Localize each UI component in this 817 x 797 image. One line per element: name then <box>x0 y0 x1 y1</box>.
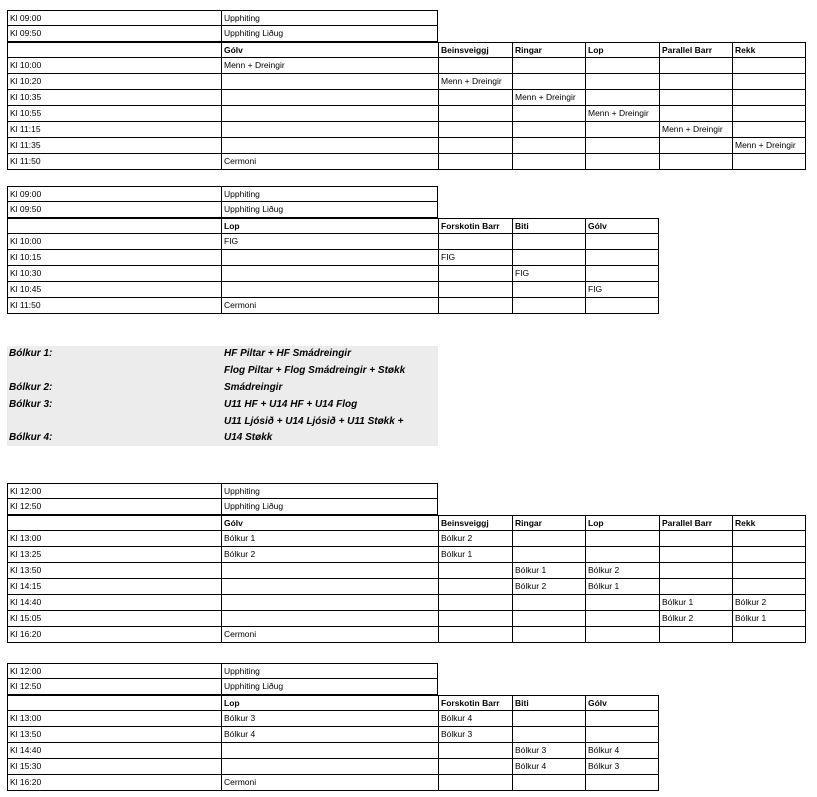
time-cell: Kl 10:55 <box>7 106 221 122</box>
rotation-cell <box>585 298 659 314</box>
rotation-cell <box>732 154 806 170</box>
rotation-cell: Bólkur 4 <box>438 711 512 727</box>
apparatus-header: Parallel Barr <box>659 515 732 531</box>
time-cell: Kl 13:50 <box>7 563 221 579</box>
header-blank-cell <box>7 42 221 58</box>
rotation-cell: Bólkur 2 <box>438 531 512 547</box>
rotation-cell: Bólkur 3 <box>512 743 585 759</box>
apparatus-header: Gólv <box>585 218 659 234</box>
rotation-cell <box>221 563 438 579</box>
rotation-cell <box>512 595 585 611</box>
group-label-1: Bólkur 1: <box>9 348 53 359</box>
header-blank-cell <box>7 695 221 711</box>
time-cell: Kl 10:45 <box>7 282 221 298</box>
rotation-cell <box>585 531 659 547</box>
apparatus-header: Ringar <box>512 42 585 58</box>
rotation-cell <box>585 266 659 282</box>
rotation-cell <box>438 266 512 282</box>
rotation-cell: FIG <box>512 266 585 282</box>
rotation-cell: Menn + Dreingir <box>221 58 438 74</box>
rotation-cell <box>659 74 732 90</box>
rotation-cell <box>512 122 585 138</box>
rotation-cell: Bólkur 4 <box>512 759 585 775</box>
apparatus-header: Lop <box>585 515 659 531</box>
rotation-cell <box>512 298 585 314</box>
time-cell: Kl 13:25 <box>7 547 221 563</box>
apparatus-header: Rekk <box>732 515 806 531</box>
time-cell: Kl 13:00 <box>7 711 221 727</box>
rotation-cell <box>438 627 512 643</box>
activity-cell: Upphiting Liðug <box>221 202 438 218</box>
rotation-cell: Bólkur 1 <box>221 531 438 547</box>
time-cell: Kl 15:30 <box>7 759 221 775</box>
time-cell: Kl 10:00 <box>7 58 221 74</box>
rotation-cell <box>585 138 659 154</box>
time-cell: Kl 09:50 <box>7 202 221 218</box>
rotation-cell <box>512 775 585 791</box>
rotation-cell <box>659 90 732 106</box>
rotation-cell <box>221 106 438 122</box>
rotation-cell: Cermoni <box>221 627 438 643</box>
rotation-cell: Menn + Dreingir <box>732 138 806 154</box>
rotation-cell <box>585 250 659 266</box>
rotation-cell <box>585 547 659 563</box>
rotation-cell <box>512 58 585 74</box>
rotation-cell <box>659 627 732 643</box>
rotation-cell <box>512 711 585 727</box>
rotation-cell <box>438 90 512 106</box>
rotation-cell <box>512 547 585 563</box>
time-cell: Kl 14:40 <box>7 743 221 759</box>
rotation-cell <box>438 58 512 74</box>
group-label-3: Bólkur 3: <box>9 399 53 410</box>
rotation-cell <box>659 531 732 547</box>
activity-cell: Upphiting Liðug <box>221 26 438 42</box>
apparatus-header: Ringar <box>512 515 585 531</box>
rotation-cell <box>221 595 438 611</box>
rotation-cell <box>221 743 438 759</box>
rotation-cell <box>659 563 732 579</box>
rotation-cell <box>438 743 512 759</box>
rotation-cell <box>732 90 806 106</box>
rotation-cell <box>438 579 512 595</box>
rotation-cell: Bólkur 2 <box>585 563 659 579</box>
rotation-cell <box>732 627 806 643</box>
rotation-cell <box>585 627 659 643</box>
apparatus-header: Parallel Barr <box>659 42 732 58</box>
rotation-cell <box>512 282 585 298</box>
group-label-4: Bólkur 4: <box>9 432 53 443</box>
rotation-cell <box>438 298 512 314</box>
rotation-cell <box>732 531 806 547</box>
rotation-cell: Bólkur 2 <box>512 579 585 595</box>
rotation-cell <box>438 759 512 775</box>
rotation-cell <box>512 627 585 643</box>
rotation-cell <box>512 154 585 170</box>
rotation-cell: FIG <box>221 234 438 250</box>
time-cell: Kl 10:30 <box>7 266 221 282</box>
rotation-cell <box>438 563 512 579</box>
rotation-cell <box>585 90 659 106</box>
time-cell: Kl 14:15 <box>7 579 221 595</box>
time-cell: Kl 11:15 <box>7 122 221 138</box>
rotation-cell <box>221 759 438 775</box>
rotation-cell <box>512 234 585 250</box>
rotation-cell: Cermoni <box>221 298 438 314</box>
rotation-cell <box>221 266 438 282</box>
rotation-cell: Bólkur 2 <box>732 595 806 611</box>
time-cell: Kl 12:00 <box>7 483 221 499</box>
rotation-cell <box>659 58 732 74</box>
rotation-cell <box>732 122 806 138</box>
apparatus-header: Gólv <box>221 42 438 58</box>
activity-cell: Upphiting <box>221 483 438 499</box>
rotation-cell: Bólkur 2 <box>221 547 438 563</box>
group-2-line-1: Smádreingir <box>224 382 283 393</box>
time-cell: Kl 12:00 <box>7 663 221 679</box>
rotation-cell <box>221 611 438 627</box>
apparatus-header: Gólv <box>585 695 659 711</box>
rotation-cell: Bólkur 1 <box>585 579 659 595</box>
rotation-cell: Bólkur 1 <box>438 547 512 563</box>
apparatus-header: Lop <box>585 42 659 58</box>
rotation-cell <box>585 775 659 791</box>
time-cell: Kl 11:35 <box>7 138 221 154</box>
rotation-cell <box>221 250 438 266</box>
rotation-cell <box>732 58 806 74</box>
rotation-cell <box>221 138 438 154</box>
rotation-cell: Bólkur 3 <box>438 727 512 743</box>
rotation-cell: Menn + Dreingir <box>512 90 585 106</box>
rotation-cell <box>659 154 732 170</box>
rotation-cell: FIG <box>438 250 512 266</box>
rotation-cell <box>732 106 806 122</box>
rotation-cell <box>438 122 512 138</box>
rotation-cell <box>585 595 659 611</box>
time-cell: Kl 12:50 <box>7 499 221 515</box>
rotation-cell: Bólkur 4 <box>221 727 438 743</box>
time-cell: Kl 15:05 <box>7 611 221 627</box>
time-cell: Kl 09:00 <box>7 186 221 202</box>
activity-cell: Upphiting <box>221 10 438 26</box>
rotation-cell <box>221 282 438 298</box>
rotation-cell <box>732 74 806 90</box>
rotation-cell <box>438 611 512 627</box>
apparatus-header: Beinsveiggj <box>438 42 512 58</box>
rotation-cell <box>221 90 438 106</box>
apparatus-header: Rekk <box>732 42 806 58</box>
rotation-cell <box>732 563 806 579</box>
rotation-cell <box>438 138 512 154</box>
rotation-cell <box>585 711 659 727</box>
activity-cell: Upphiting <box>221 186 438 202</box>
group-4-line-1: U14 Støkk <box>224 432 273 443</box>
rotation-cell: Cermoni <box>221 154 438 170</box>
rotation-cell <box>512 106 585 122</box>
group-legend <box>7 346 438 446</box>
group-3-line-2: U11 Ljósið + U14 Ljósið + U11 Støkk + <box>224 416 404 427</box>
time-cell: Kl 10:15 <box>7 250 221 266</box>
rotation-cell <box>512 250 585 266</box>
time-cell: Kl 10:35 <box>7 90 221 106</box>
group-3-line-1: U11 HF + U14 HF + U14 Flog <box>224 399 358 410</box>
rotation-cell: Bólkur 1 <box>659 595 732 611</box>
rotation-cell <box>732 547 806 563</box>
rotation-cell <box>438 154 512 170</box>
rotation-cell <box>438 106 512 122</box>
rotation-cell <box>438 595 512 611</box>
time-cell: Kl 12:50 <box>7 679 221 695</box>
apparatus-header: Lop <box>221 218 438 234</box>
time-cell: Kl 13:50 <box>7 727 221 743</box>
apparatus-header: Lop <box>221 695 438 711</box>
apparatus-header: Gólv <box>221 515 438 531</box>
rotation-cell: Bólkur 1 <box>512 563 585 579</box>
rotation-cell <box>659 138 732 154</box>
rotation-cell: Menn + Dreingir <box>438 74 512 90</box>
rotation-cell <box>585 154 659 170</box>
time-cell: Kl 09:50 <box>7 26 221 42</box>
rotation-cell <box>438 234 512 250</box>
group-1-line-2: Flog Piltar + Flog Smádreingir + Støkk <box>224 365 406 376</box>
group-1-line-1: HF Piltar + HF Smádreingir <box>224 348 351 359</box>
rotation-cell <box>585 611 659 627</box>
rotation-cell <box>512 138 585 154</box>
apparatus-header: Biti <box>512 695 585 711</box>
rotation-cell: Menn + Dreingir <box>659 122 732 138</box>
time-cell: Kl 10:00 <box>7 234 221 250</box>
rotation-cell <box>659 547 732 563</box>
rotation-cell <box>221 579 438 595</box>
rotation-cell <box>512 727 585 743</box>
rotation-cell: Cermoni <box>221 775 438 791</box>
rotation-cell <box>438 775 512 791</box>
group-label-2: Bólkur 2: <box>9 382 53 393</box>
rotation-cell <box>585 234 659 250</box>
rotation-cell <box>221 74 438 90</box>
apparatus-header: Forskotin Barr <box>438 695 512 711</box>
rotation-cell: Menn + Dreingir <box>585 106 659 122</box>
rotation-cell: Bólkur 1 <box>732 611 806 627</box>
apparatus-header: Forskotin Barr <box>438 218 512 234</box>
rotation-cell <box>512 74 585 90</box>
rotation-cell: Bólkur 3 <box>585 759 659 775</box>
time-cell: Kl 10:20 <box>7 74 221 90</box>
time-cell: Kl 09:00 <box>7 10 221 26</box>
rotation-cell <box>659 579 732 595</box>
time-cell: Kl 16:20 <box>7 775 221 791</box>
activity-cell: Upphiting Liðug <box>221 499 438 515</box>
time-cell: Kl 14:40 <box>7 595 221 611</box>
rotation-cell: Bólkur 2 <box>659 611 732 627</box>
rotation-cell: Bólkur 3 <box>221 711 438 727</box>
time-cell: Kl 16:20 <box>7 627 221 643</box>
header-blank-cell <box>7 218 221 234</box>
rotation-cell <box>585 727 659 743</box>
rotation-cell <box>585 74 659 90</box>
rotation-cell: FIG <box>585 282 659 298</box>
time-cell: Kl 11:50 <box>7 154 221 170</box>
rotation-cell <box>438 282 512 298</box>
rotation-cell <box>221 122 438 138</box>
rotation-cell <box>512 531 585 547</box>
rotation-cell <box>659 106 732 122</box>
header-blank-cell <box>7 515 221 531</box>
time-cell: Kl 13:00 <box>7 531 221 547</box>
rotation-cell: Bólkur 4 <box>585 743 659 759</box>
rotation-cell <box>585 122 659 138</box>
activity-cell: Upphiting Liðug <box>221 679 438 695</box>
rotation-cell <box>585 58 659 74</box>
rotation-cell <box>732 579 806 595</box>
apparatus-header: Beinsveiggj <box>438 515 512 531</box>
apparatus-header: Biti <box>512 218 585 234</box>
rotation-cell <box>512 611 585 627</box>
activity-cell: Upphiting <box>221 663 438 679</box>
time-cell: Kl 11:50 <box>7 298 221 314</box>
